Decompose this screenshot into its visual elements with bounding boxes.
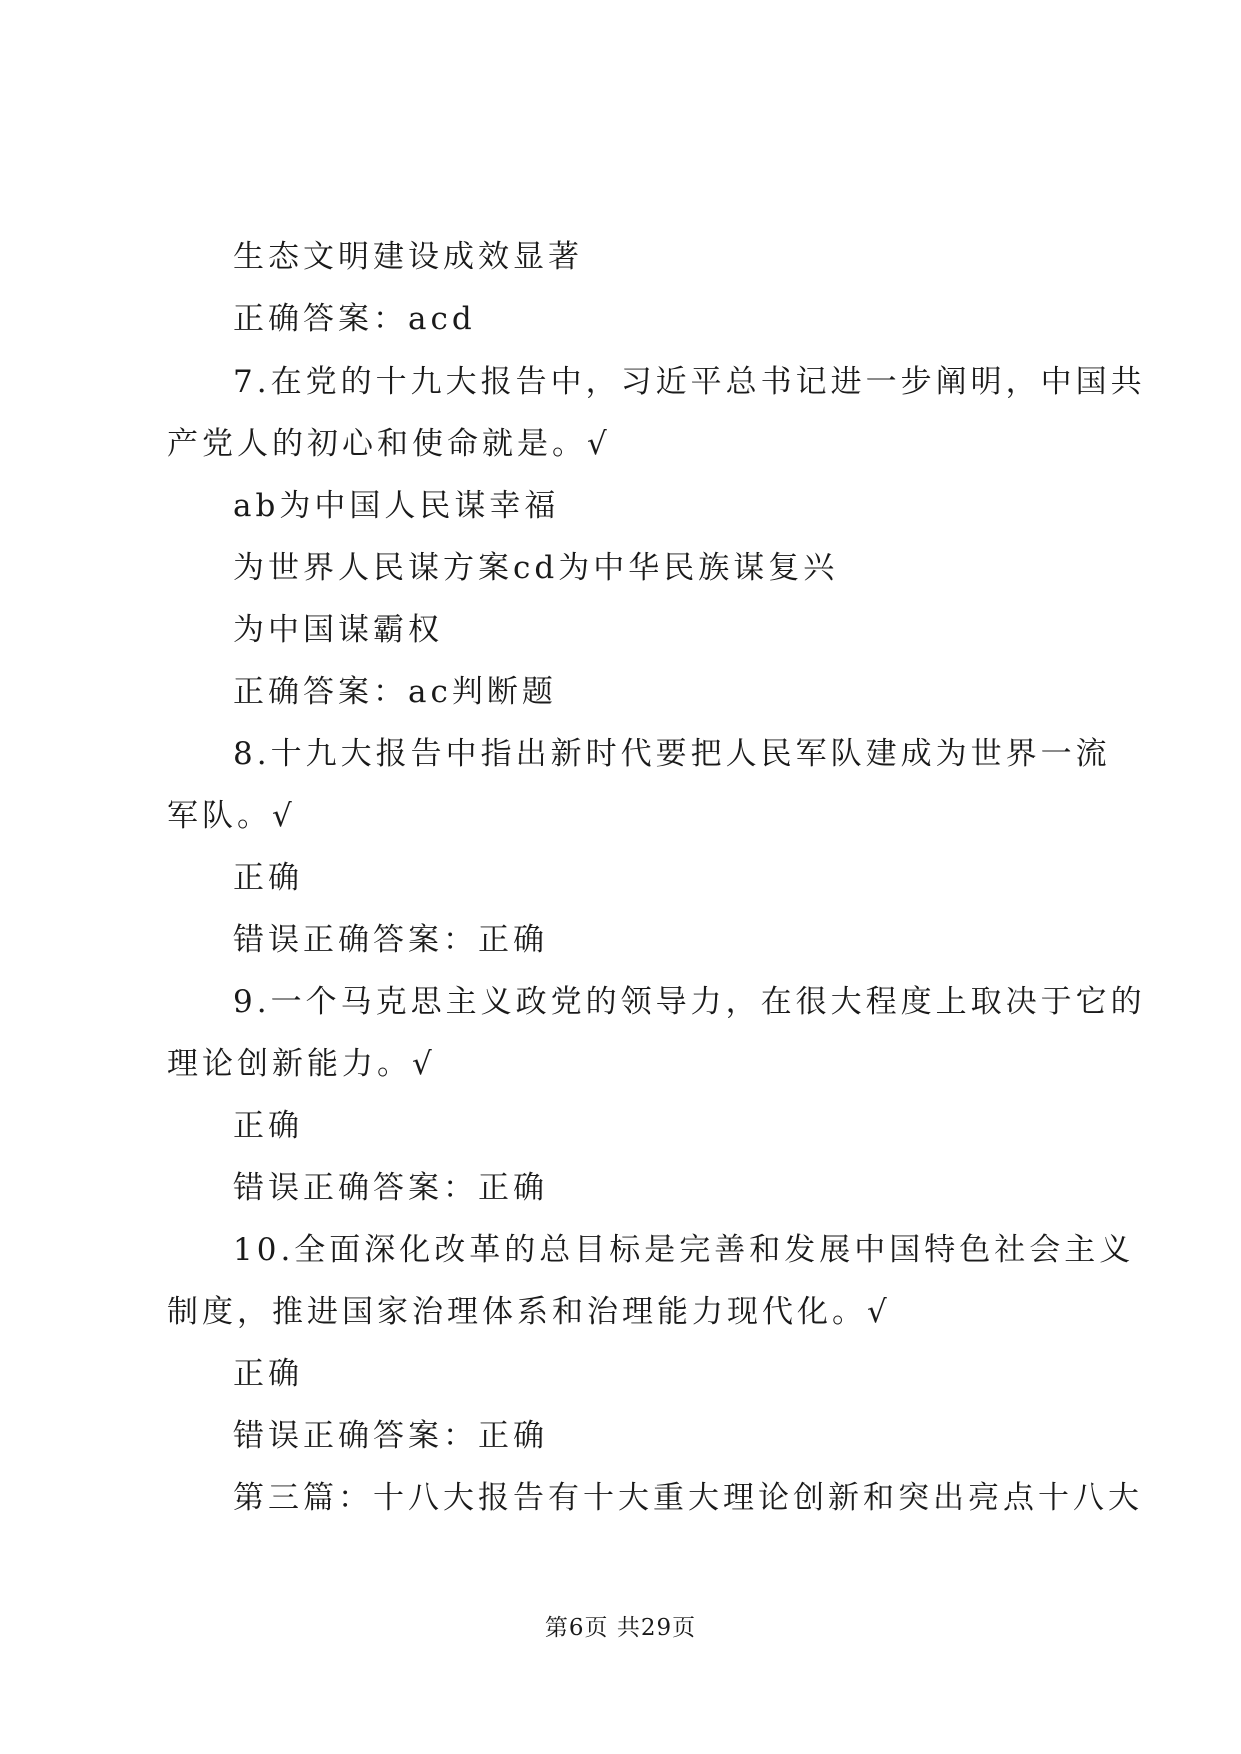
question-line: 7.在党的十九大报告中，习近平总书记进一步阐明，中国共 [233, 364, 1146, 400]
question-line: 9.一个马克思主义政党的领导力，在很大程度上取决于它的 [233, 984, 1146, 1020]
question-line: 10.全面深化改革的总目标是完善和发展中国特色社会主义 [233, 1232, 1135, 1268]
section-heading-line: 第三篇：十八大报告有十大重大理论创新和突出亮点十八大 [233, 1480, 1143, 1516]
text-line: 生态文明建设成效显著 [233, 239, 583, 275]
option-line: 正确 [233, 1356, 303, 1392]
option-line: ab为中国人民谋幸福 [233, 488, 560, 524]
option-line: 为中国谋霸权 [233, 612, 443, 648]
option-line: 正确 [233, 1108, 303, 1144]
question-line-continued: 制度，推进国家治理体系和治理能力现代化。√ [167, 1294, 891, 1330]
answer-line: 正确答案：acd [233, 301, 476, 337]
option-line: 为世界人民谋方案cd为中华民族谋复兴 [233, 550, 839, 586]
question-line-continued: 产党人的初心和使命就是。√ [167, 426, 611, 462]
answer-line: 错误正确答案：正确 [233, 1418, 548, 1454]
answer-line: 错误正确答案：正确 [233, 1170, 548, 1206]
question-line-continued: 理论创新能力。√ [167, 1046, 436, 1082]
page-number-footer: 第6页 共29页 [544, 1615, 697, 1641]
answer-line: 错误正确答案：正确 [233, 922, 548, 958]
question-line: 8.十九大报告中指出新时代要把人民军队建成为世界一流 [233, 736, 1111, 772]
question-line-continued: 军队。√ [167, 798, 296, 834]
answer-line: 正确答案：ac判断题 [233, 674, 557, 710]
option-line: 正确 [233, 860, 303, 896]
